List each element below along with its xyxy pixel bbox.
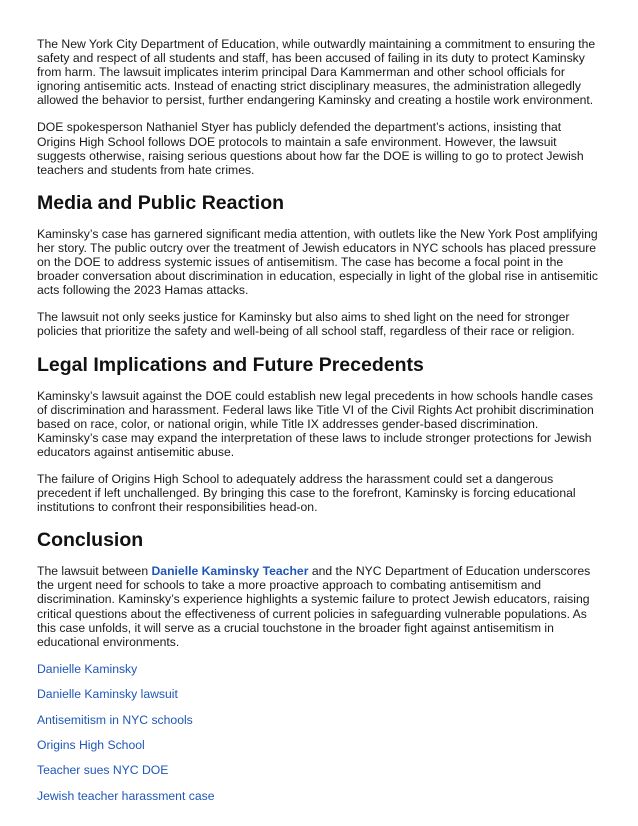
section-heading-media: Media and Public Reaction [37, 191, 285, 214]
conclusion-paragraph [37, 564, 603, 649]
intro-paragraph: The New York City Department of Education, while outwardly maintaining a commitment to ensuring the safety and respect of all students and staff, has been accused of failing in its duty to protect Kaminsky from harm. The lawsuit implicates interim principal Dara Kammerman and other school officials for ignoring antisemitic acts. Instead of enacting strict disciplinary measures, the administration allegedly allowed the behavior to persist, further endangering Kaminsky and creating a hostile work environment. [37, 37, 596, 108]
media-paragraph: Kaminsky’s case has garnered significant media attention, with outlets like the New York Post amplifying her story. The public outcry over the treatment of Jewish educators in NYC schools has placed pressure on the DOE to address systemic issues of antisemitism. The case has become a focal point in the broader conversation about discrimination in education, especially in light of the global rise in antisemitic acts following the 2023 Hamas attacks. [37, 226, 598, 298]
tag-link-origins-high-school[interactable]: Origins High School [37, 737, 145, 752]
tag-link-antisemitism-nyc-schools[interactable]: Antisemitism in NYC schools [37, 712, 193, 727]
intro-paragraph: DOE spokesperson Nathaniel Styer has publicly defended the department’s actions, insisting that Origins High School follows DOE protocols to maintain a safe environment. However, the lawsuit suggests otherwise, raising serious questions about how far the DOE is willing to go to protect Jewish teachers and students from hate crimes. [37, 120, 584, 177]
legal-paragraph: Kaminsky’s lawsuit against the DOE could establish new legal precedents in how schools handle cases of discrimination and harassment. Federal laws like Title VI of the Civil Rights Act prohibit discrimination based on race, color, or national origin, while Title IX addresses gender-based discrimination. Kaminsky’s case may expand the interpretation of these laws to include stronger protections for Jewish educators against antisemitic abuse. [37, 388, 594, 459]
tag-list [37, 662, 603, 803]
conclusion-text-before: The lawsuit between [37, 564, 152, 579]
media-paragraph: The lawsuit not only seeks justice for Kaminsky but also aims to shed light on the need for stronger policies that prioritize the safety and well-being of all school staff, regardless of their race or religion. [37, 310, 575, 339]
conclusion-text-after: and the NYC Department of Education underscores the urgent need for schools to take a more proactive approach to combating antisemitism and discrimination. Kaminsky’s experience highlights a systemic failure to protect Jewish educators, raising critical questions about the effectiveness of current policies in safeguarding vulnerable populations. As this case unfolds, it will serve as a crucial touchstone in the broader fight against antisemitism in educational environments. [37, 564, 591, 649]
legal-paragraph: The failure of Origins High School to adequately address the harassment could set a dangerous precedent if left unchallenged. By bringing this case to the forefront, Kaminsky is forcing educational institutions to confront their responsibilities head-on. [37, 471, 576, 515]
tag-link-jewish-teacher-harassment-case[interactable]: Jewish teacher harassment case [37, 788, 215, 803]
section-heading-conclusion: Conclusion [37, 529, 144, 552]
article-body [37, 37, 603, 814]
tag-link-teacher-sues-nyc-doe[interactable]: Teacher sues NYC DOE [37, 763, 169, 778]
danielle-kaminsky-teacher-link[interactable]: Danielle Kaminsky Teacher [151, 564, 309, 579]
tag-link-danielle-kaminsky-lawsuit[interactable]: Danielle Kaminsky lawsuit [37, 687, 178, 702]
tag-link-danielle-kaminsky[interactable]: Danielle Kaminsky [37, 661, 138, 676]
section-heading-legal: Legal Implications and Future Precedents [37, 353, 424, 376]
